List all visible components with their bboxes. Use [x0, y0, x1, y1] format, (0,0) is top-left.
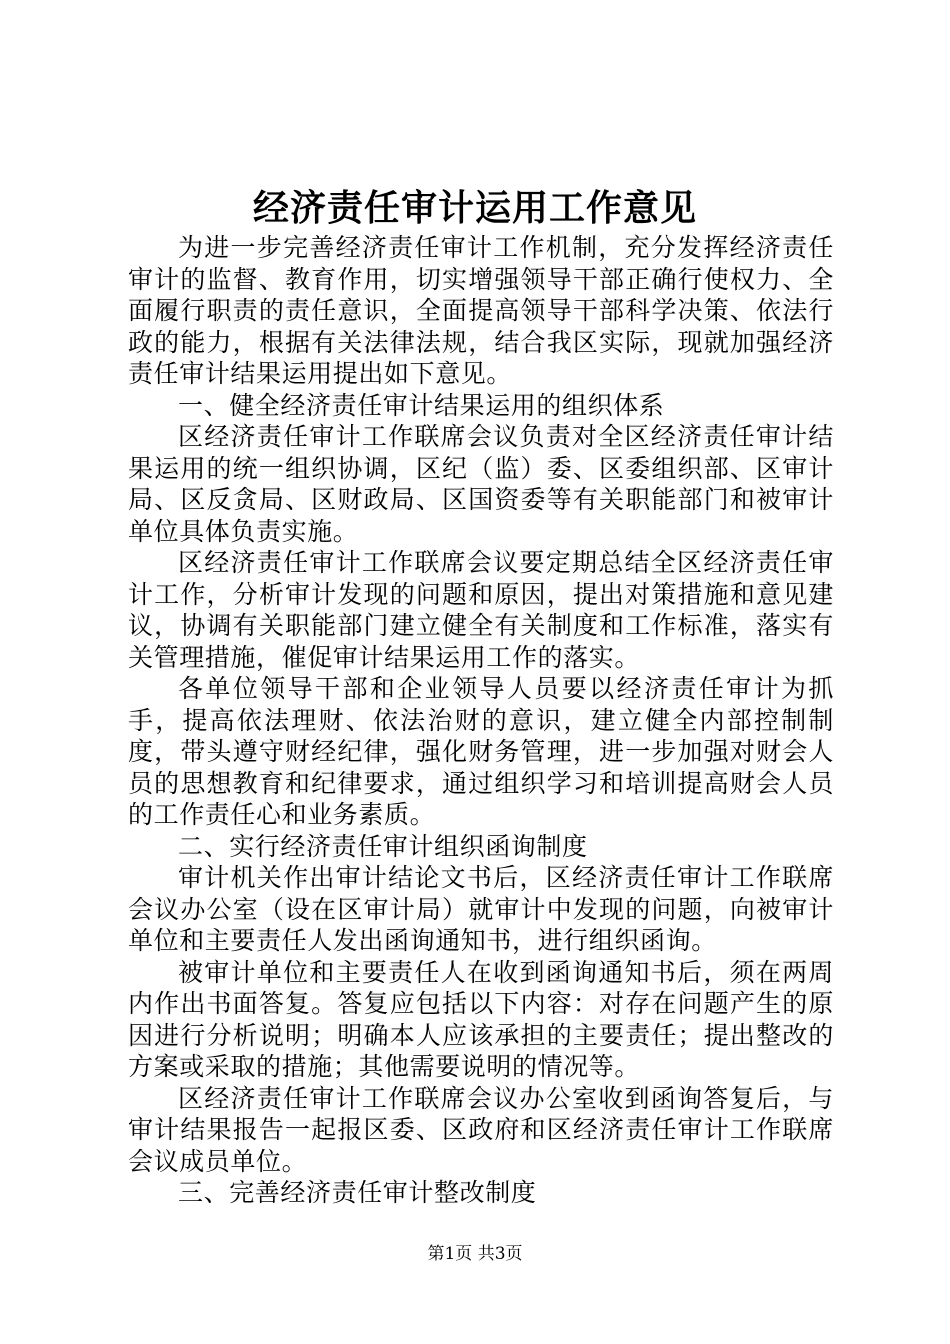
section-heading-2: 二、实行经济责任审计组织函询制度	[178, 831, 588, 861]
paragraph: 各单位领导干部和企业领导人员要以经济责任审计为抓手，提高依法理财、依法治财的意识，建立健全内部控制制度，带头遵守财经纪律，强化财务管理，进一步加强对财会人员的思想教育和纪律要求，通过组织学习和培训提高财会人员的工作责任心和业务素质。	[128, 674, 834, 829]
paragraph: 区经济责任审计工作联席会议负责对全区经济责任审计结果运用的统一组织协调，区纪（监）委、区委组织部、区审计局、区反贪局、区财政局、区国资委等有关职能部门和被审计单位具体负责实施。	[128, 422, 834, 546]
section-heading-1: 一、健全经济责任审计结果运用的组织体系	[178, 390, 665, 420]
document-title: 经济责任审计运用工作意见	[252, 187, 697, 229]
paragraph: 被审计单位和主要责任人在收到函询通知书后，须在两周内作出书面答复。答复应包括以下内容：对存在问题产生的原因进行分析说明；明确本人应该承担的主要责任；提出整改的方案或采取的措施；其他需要说明的情况等。	[128, 957, 834, 1081]
paragraph: 区经济责任审计工作联席会议要定期总结全区经济责任审计工作，分析审计发现的问题和原因，提出对策措施和意见建议，协调有关职能部门建立健全有关制度和工作标准，落实有关管理措施，催促审计结果运用工作的落实。	[128, 548, 834, 672]
page-footer: 第1页 共3页	[427, 1244, 523, 1264]
section-heading-3: 三、完善经济责任审计整改制度	[178, 1178, 537, 1207]
document-body	[128, 232, 834, 1209]
paragraph: 区经济责任审计工作联席会议办公室收到函询答复后，与审计结果报告一起报区委、区政府和区经济责任审计工作联席会议成员单位。	[128, 1083, 834, 1176]
paragraph: 审计机关作出审计结论文书后，区经济责任审计工作联席会议办公室（设在区审计局）就审计中发现的问题，向被审计单位和主要责任人发出函询通知书，进行组织函询。	[128, 863, 834, 955]
paragraph-intro: 为进一步完善经济责任审计工作机制，充分发挥经济责任审计的监督、教育作用，切实增强领导干部正确行使权力、全面履行职责的责任意识，全面提高领导干部科学决策、依法行政的能力，根据有关法律法规，结合我区实际，现就加强经济责任审计结果运用提出如下意见。	[128, 233, 834, 388]
